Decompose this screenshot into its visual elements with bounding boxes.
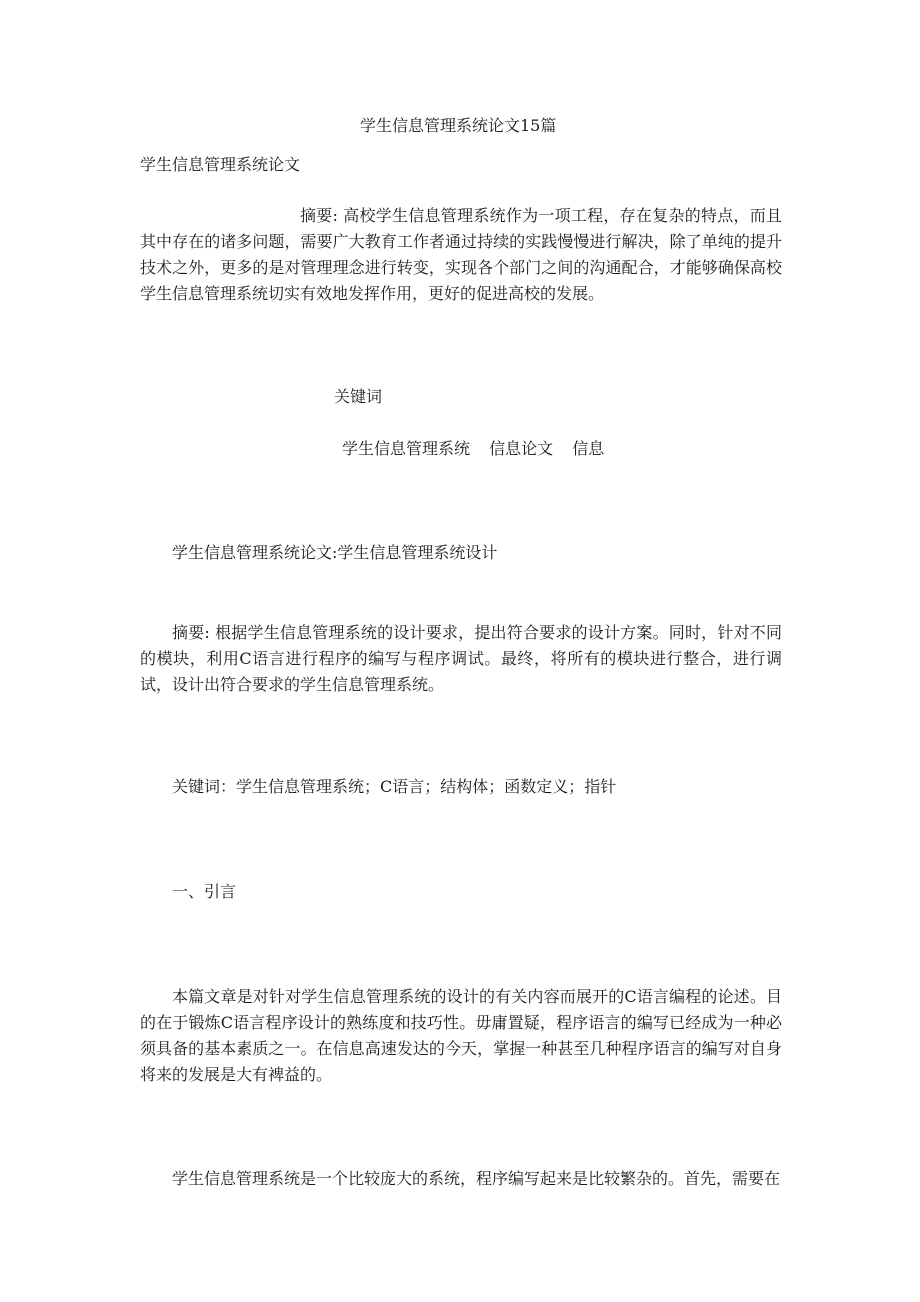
document-subtitle: 学生信息管理系统论文 [140, 155, 301, 174]
keywords-list [342, 439, 604, 459]
keyword-item: 信息论文 [489, 439, 554, 458]
keyword-item: 信息 [572, 439, 605, 458]
keyword-item: 学生信息管理系统 [342, 439, 471, 458]
keywords-label: 关键词 [334, 387, 383, 406]
keywords-line-2: 关键词：学生信息管理系统；C语言；结构体；函数定义；指针 [172, 777, 617, 796]
section-title: 学生信息管理系统论文:学生信息管理系统设计 [172, 543, 498, 562]
body-paragraph-2: 学生信息管理系统是一个比较庞大的系统，程序编写起来是比较繁杂的。首先，需要在 [172, 1169, 781, 1188]
document-title: 学生信息管理系统论文15篇 [360, 116, 557, 135]
abstract-paragraph-2: 摘要: 根据学生信息管理系统的设计要求，提出符合要求的设计方案。同时，针对不同的模块，利用C语言进行程序的编写与程序调试。最终，将所有的模块进行整合，进行调试，设计出符合要求的学生信息管理系统。 [140, 623, 782, 694]
section-heading-introduction: 一、引言 [172, 882, 237, 901]
body-paragraph-1: 本篇文章是对针对学生信息管理系统的设计的有关内容而展开的C语言编程的论述。目的在于锻炼C语言程序设计的熟练度和技巧性。毋庸置疑，程序语言的编写已经成为一种必须具备的基本素质之一。在信息高速发达的今天，掌握一种甚至几种程序语言的编写对自身将来的发展是大有裨益的。 [140, 987, 782, 1084]
abstract-paragraph-1: 摘要: 高校学生信息管理系统作为一项工程，存在复杂的特点，而且其中存在的诸多问题，需要广大教育工作者通过持续的实践慢慢进行解决，除了单纯的提升技术之外，更多的是对管理理念进行转变，实现各个部门之间的沟通配合，才能够确保高校学生信息管理系统切实有效地发挥作用，更好的促进高校的发展。 [140, 206, 782, 303]
